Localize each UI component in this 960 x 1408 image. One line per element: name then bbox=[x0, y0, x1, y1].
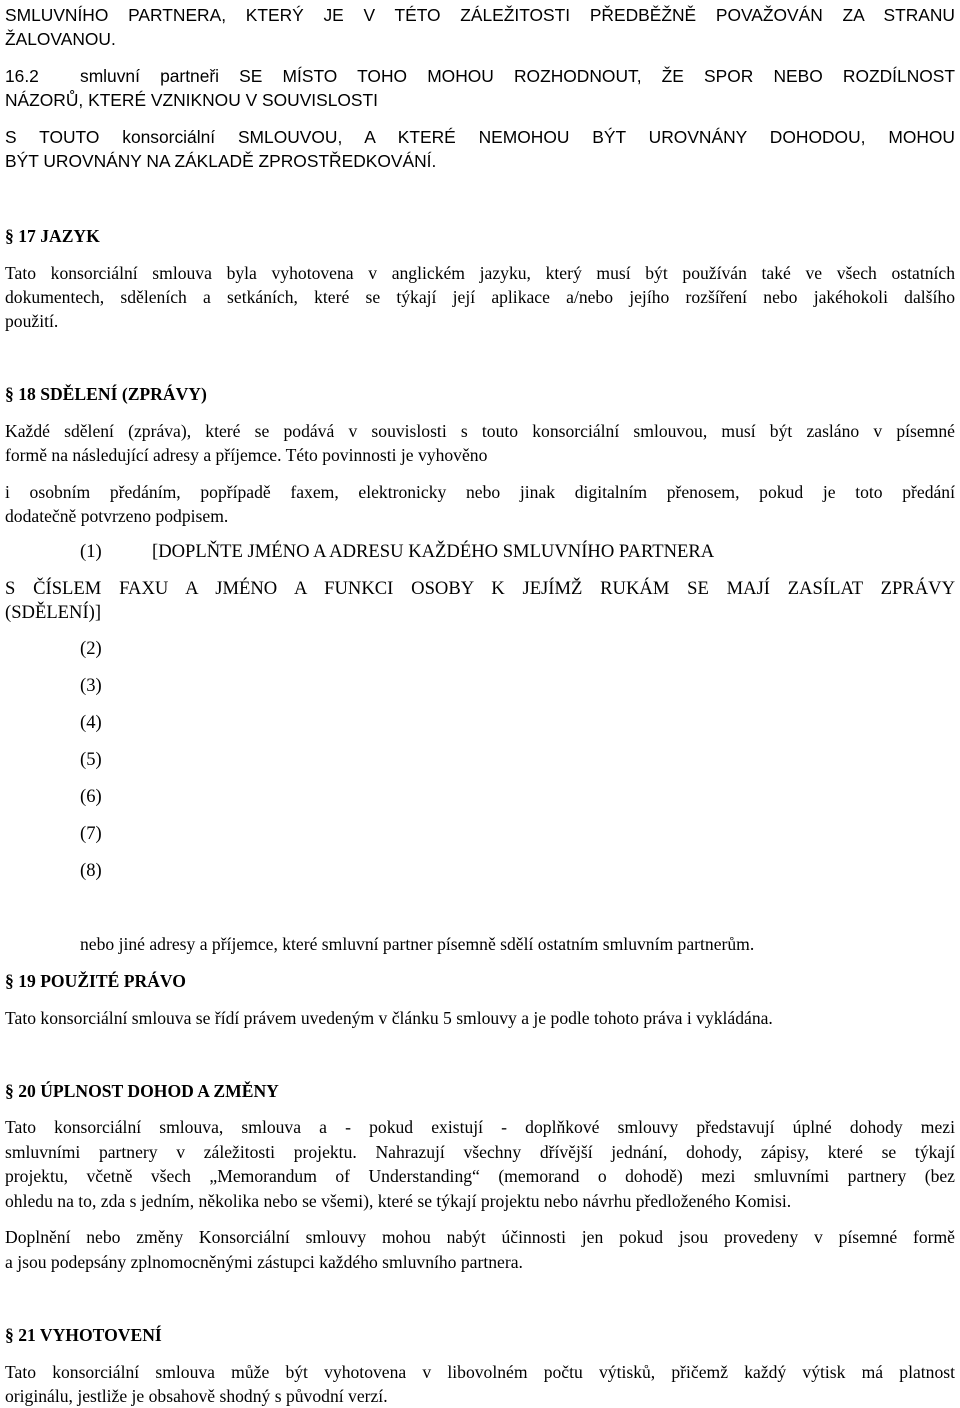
section21-line2: originálu, jestliže je obsahově shodný s původní verzí. bbox=[5, 1386, 388, 1406]
section20-p1-line2: smluvními partnery v záležitosti projektu. Nahrazují všechny dřívější jednání, dohody, zápisy, které se týkají bbox=[5, 1142, 955, 1162]
section21-line1: Tato konsorciální smlouva může být vyhotovena v libovolném počtu výtisků, přičemž každý výtisk má platnost bbox=[5, 1362, 955, 1382]
section19-heading: § 19 POUŽITÉ PRÁVO bbox=[5, 971, 186, 991]
address-item-1-cont2: (SDĚLENÍ)] bbox=[5, 602, 102, 623]
address-item-7: (7) bbox=[80, 823, 102, 844]
section17-line2: dokumentech, sděleních a setkáních, které se týkají její aplikace a/nebo jejího rozšíření nebo jakéhokoli dalšího bbox=[5, 287, 955, 307]
section17-heading: § 17 JAZYK bbox=[5, 226, 100, 246]
section18-heading: § 18 SDĚLENÍ (ZPRÁVY) bbox=[5, 384, 207, 404]
section16-para-line1: S TOUTO konsorciální SMLOUVOU, A KTERÉ NEMOHOU BÝT UROVNÁNY DOHODOU, MOHOU bbox=[5, 127, 955, 147]
address-item-1-text: [DOPLŇTE JMÉNO A ADRESU KAŽDÉHO SMLUVNÍHO PARTNERA bbox=[152, 541, 715, 562]
section18-closing: nebo jiné adresy a příjemce, které smluvní partner písemně sdělí ostatním smluvním partnerům. bbox=[80, 934, 755, 954]
section18-line1: Každé sdělení (zpráva), které se podává v souvislosti s touto konsorciální smlouvou, musí být zasláno v písemné bbox=[5, 421, 955, 441]
address-item-1-label: (1) bbox=[80, 541, 102, 562]
section20-p1-line1: Tato konsorciální smlouva, smlouva a - pokud existují - doplňkové smlouvy představují úplné dohody mezi bbox=[5, 1117, 955, 1137]
section20-heading: § 20 ÚPLNOST DOHOD A ZMĚNY bbox=[5, 1081, 279, 1101]
clause-16-2-line2: NÁZORŮ, KTERÉ VZNIKNOU V SOUVISLOSTI bbox=[5, 90, 378, 110]
address-item-2: (2) bbox=[80, 638, 102, 659]
section18-line2: formě na následující adresy a příjemce. Této povinnosti je vyhověno bbox=[5, 445, 488, 465]
address-item-6: (6) bbox=[80, 786, 102, 807]
address-item-4: (4) bbox=[80, 712, 102, 733]
clause-number: 16.2 bbox=[5, 66, 39, 86]
section21-heading: § 21 VYHOTOVENÍ bbox=[5, 1325, 162, 1345]
section16-line2: ŽALOVANOU. bbox=[5, 29, 116, 49]
section17-line1: Tato konsorciální smlouva byla vyhotovena v anglickém jazyku, který musí být používán také ve všech ostatních bbox=[5, 263, 955, 283]
address-item-1-cont1: S ČÍSLEM FAXU A JMÉNO A FUNKCI OSOBY K JEJÍMŽ RUKÁM SE MAJÍ ZASÍLAT ZPRÁVY bbox=[5, 578, 955, 599]
section16-para-line2: BÝT UROVNÁNY NA ZÁKLADĚ ZPROSTŘEDKOVÁNÍ. bbox=[5, 151, 437, 171]
address-item-3: (3) bbox=[80, 675, 102, 696]
section18-line3: i osobním předáním, popřípadě faxem, elektronicky nebo jinak digitalním přenosem, pokud je toto předání bbox=[5, 482, 955, 502]
section17-line3: použití. bbox=[5, 311, 59, 331]
section20-p1-line3: projektu, včetně všech „Memorandum of Understanding“ (memorand o dohodě) mezi smluvními partnery (bez bbox=[5, 1166, 955, 1186]
section19-line1: Tato konsorciální smlouva se řídí právem uvedeným v článku 5 smlouvy a je podle tohoto práva i vykládána. bbox=[5, 1008, 773, 1028]
section20-p2-line2: a jsou podepsány zplnomocněnými zástupci každého smluvního partnera. bbox=[5, 1252, 523, 1272]
address-item-5: (5) bbox=[80, 749, 102, 770]
section18-line4: dodatečně potvrzeno podpisem. bbox=[5, 506, 229, 526]
section20-p2-line1: Doplnění nebo změny Konsorciální smlouvy mohou nabýt účinnosti jen pokud jsou provedeny v písemné formě bbox=[5, 1227, 955, 1247]
clause-16-2-line1: smluvní partneři SE MÍSTO TOHO MOHOU ROZHODNOUT, ŽE SPOR NEBO ROZDÍLNOST bbox=[80, 66, 955, 86]
section16-line1: SMLUVNÍHO PARTNERA, KTERÝ JE V TÉTO ZÁLEŽITOSTI PŘEDBĚŽNĚ POVAŽOVÁN ZA STRANU bbox=[5, 5, 955, 25]
section20-p1-line4: ohledu na to, zda s jedním, několika nebo se všemi), které se týkají projektu nebo návrhu předloženého Komisi. bbox=[5, 1191, 792, 1211]
address-item-8: (8) bbox=[80, 860, 102, 881]
